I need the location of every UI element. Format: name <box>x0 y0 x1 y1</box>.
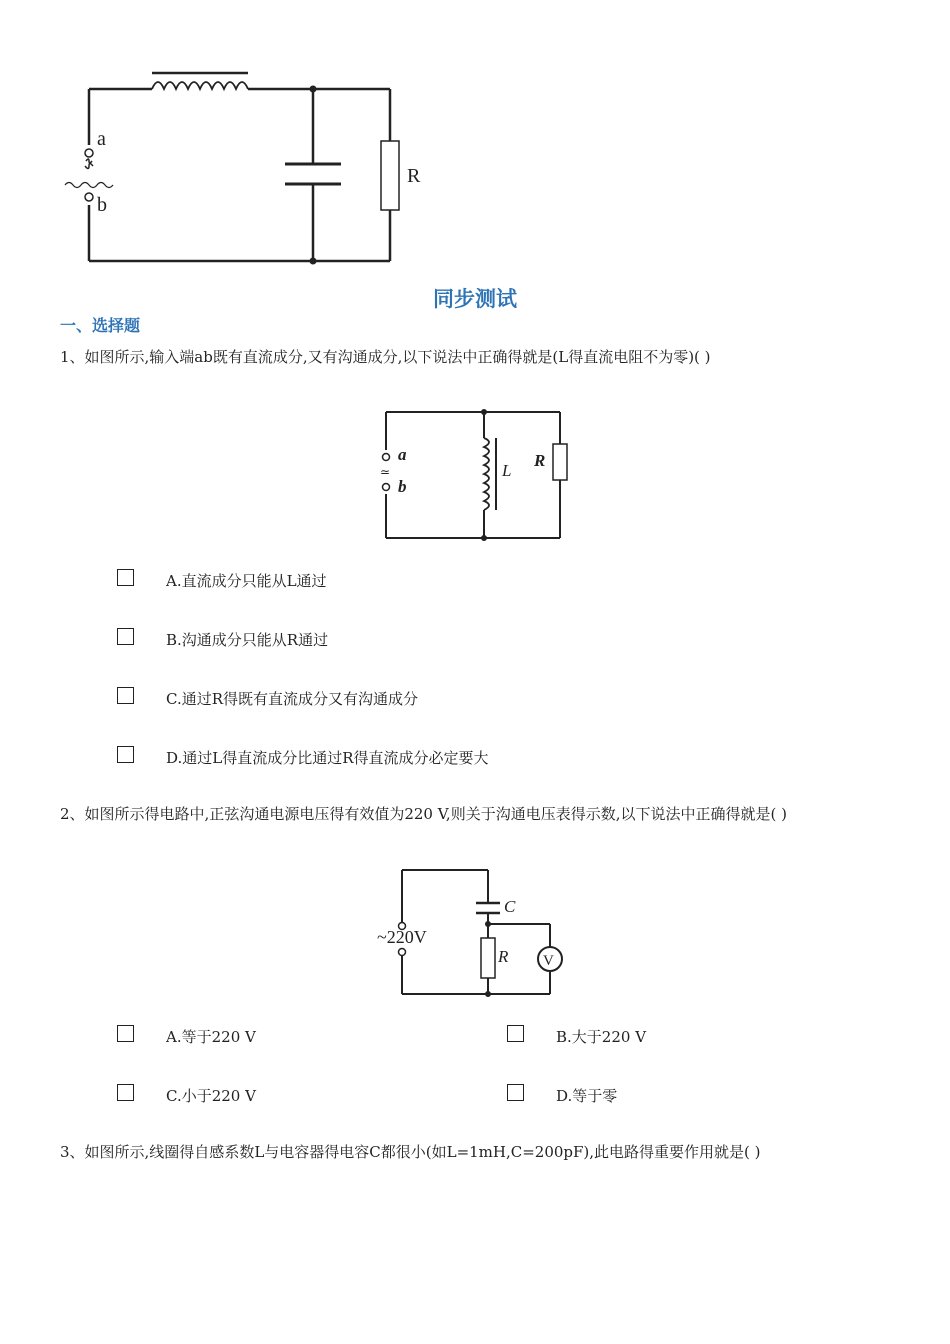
option-label: D.等于零 <box>556 1087 618 1105</box>
option-1d[interactable] <box>117 747 489 768</box>
option-2c[interactable] <box>117 1085 256 1106</box>
option-label: B.大于220 V <box>556 1028 647 1046</box>
voltmeter-icon: V <box>543 953 554 969</box>
question-1-text: 1、如图所示,输入端ab既有直流成分,又有沟通成分,以下说法中正确得就是(L得直流电阻不为零)( ) <box>60 348 711 366</box>
option-1c[interactable] <box>117 688 418 709</box>
checkbox[interactable] <box>117 1025 134 1042</box>
checkbox[interactable] <box>117 687 134 704</box>
terminal-b-label: b <box>398 477 407 496</box>
checkbox[interactable] <box>507 1025 524 1042</box>
checkbox[interactable] <box>117 569 134 586</box>
question-3-text: 3、如图所示,线圈得自感系数L与电容器得电容C都很小(如L=1mH,C=200pF),此电路得重要作用就是( ) <box>60 1143 761 1161</box>
option-2a[interactable] <box>117 1026 256 1047</box>
checkbox[interactable] <box>117 628 134 645</box>
page-title: 同步测试 <box>433 287 517 311</box>
option-2b[interactable] <box>507 1026 646 1047</box>
resistor-label: R <box>407 165 421 187</box>
question-1-diagram <box>370 400 580 545</box>
source-label: ~220V <box>377 927 427 947</box>
option-2d[interactable] <box>507 1085 617 1106</box>
option-label: A.直流成分只能从L通过 <box>166 572 327 590</box>
resistor-label: R <box>534 451 546 470</box>
checkbox[interactable] <box>507 1084 524 1101</box>
option-label: B.沟通成分只能从R通过 <box>166 631 329 649</box>
option-1b[interactable] <box>117 629 328 650</box>
checkbox[interactable] <box>117 746 134 763</box>
question-2-text: 2、如图所示得电路中,正弦沟通电源电压得有效值为220 V,则关于沟通电压表得示数,以下说法中正确得就是( ) <box>60 805 787 823</box>
terminal-b-label: b <box>97 194 107 216</box>
option-label: D.通过L得直流成分比通过R得直流成分必定要大 <box>166 749 489 767</box>
top-circuit-diagram <box>55 65 435 275</box>
checkbox[interactable] <box>117 1084 134 1101</box>
capacitor-label: C <box>504 897 516 916</box>
option-label: C.通过R得既有直流成分又有沟通成分 <box>166 690 419 708</box>
ac-source-icon: ≃ <box>380 465 391 479</box>
inductor-label: L <box>502 461 512 480</box>
section-heading: 一、选择题 <box>60 316 141 335</box>
terminal-a-label: a <box>97 128 106 150</box>
option-1a[interactable] <box>117 570 327 591</box>
question-2-diagram <box>370 860 580 1005</box>
option-label: A.等于220 V <box>166 1028 256 1046</box>
resistor-label: R <box>498 947 509 966</box>
option-label: C.小于220 V <box>166 1087 256 1105</box>
terminal-a-label: a <box>398 445 407 464</box>
